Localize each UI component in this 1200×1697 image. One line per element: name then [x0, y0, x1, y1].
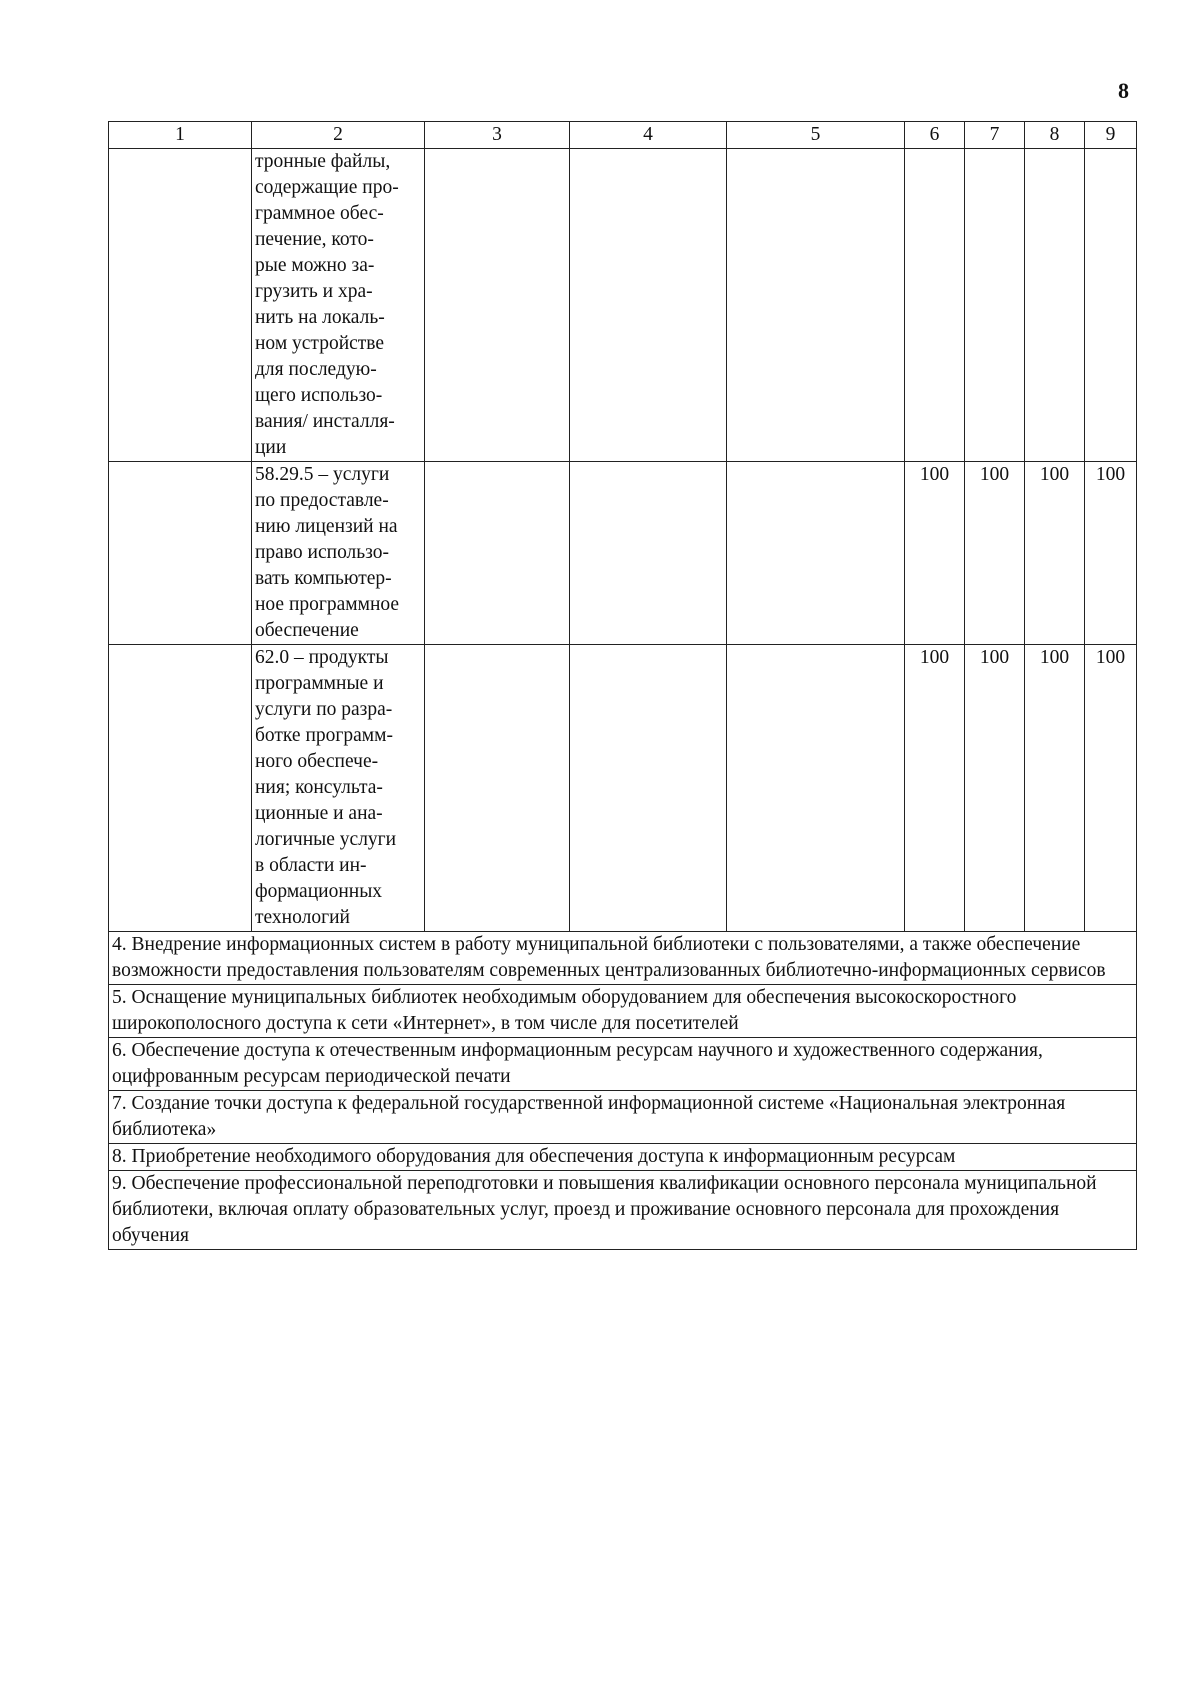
- table-cell: [425, 462, 570, 645]
- table-cell: [570, 462, 727, 645]
- table-cell: [727, 149, 905, 462]
- header-cell: 8: [1025, 122, 1085, 149]
- table-cell: [570, 645, 727, 932]
- page-number: 8: [1118, 78, 1129, 103]
- value-cell: 100: [1025, 462, 1085, 645]
- description-cell: 62.0 – продукты программные и услуги по разра- ботке программ- ного обеспече- ния; консульта- ционные и ана- логичные услуги в области ин- формационных технологий: [252, 645, 425, 932]
- header-cell: 2: [252, 122, 425, 149]
- table-cell: [727, 462, 905, 645]
- table-cell: [727, 645, 905, 932]
- section-row: [109, 1171, 1137, 1250]
- value-cell: 100: [965, 462, 1025, 645]
- table-cell: [425, 149, 570, 462]
- header-cell: 6: [905, 122, 965, 149]
- section-row: [109, 1091, 1137, 1144]
- value-cell: 100: [1025, 645, 1085, 932]
- header-cell: 1: [109, 122, 252, 149]
- section-row: [109, 932, 1137, 985]
- value-cell: 100: [965, 645, 1025, 932]
- table-row: [109, 462, 1137, 645]
- header-cell: 9: [1085, 122, 1137, 149]
- header-row: [109, 122, 1137, 149]
- value-cell: 100: [1085, 462, 1137, 645]
- table-row: [109, 645, 1137, 932]
- table-cell: [570, 149, 727, 462]
- program-table: [108, 121, 1137, 1250]
- section-text: 6. Обеспечение доступа к отечественным информационным ресурсам научного и художественного содержания, оцифрованным ресурсам периодической печати: [109, 1038, 1137, 1091]
- section-text: 7. Создание точки доступа к федеральной государственной информационной системе «Национальная электронная библиотека»: [109, 1091, 1137, 1144]
- section-text: 8. Приобретение необходимого оборудования для обеспечения доступа к информационным ресурсам: [109, 1144, 1137, 1171]
- header-cell: 5: [727, 122, 905, 149]
- header-cell: 4: [570, 122, 727, 149]
- section-row: [109, 1038, 1137, 1091]
- table-cell: [425, 645, 570, 932]
- value-cell: 100: [905, 462, 965, 645]
- header-cell: 3: [425, 122, 570, 149]
- table-cell: [109, 149, 252, 462]
- table-row: [109, 149, 1137, 462]
- value-cell: 100: [1085, 645, 1137, 932]
- value-cell: [905, 149, 965, 462]
- section-text: 5. Оснащение муниципальных библиотек необходимым оборудованием для обеспечения высокоскоростного широкополосного доступа к сети «Интернет», в том числе для посетителей: [109, 985, 1137, 1038]
- section-text: 4. Внедрение информационных систем в работу муниципальной библиотеки с пользователями, а также обеспечение возможности предоставления пользователям современных централизованных библиотечно-информационных сервисов: [109, 932, 1137, 985]
- value-cell: [1025, 149, 1085, 462]
- table-cell: [109, 645, 252, 932]
- section-row: [109, 985, 1137, 1038]
- description-cell: 58.29.5 – услуги по предоставле- нию лицензий на право использо- вать компьютер- ное программное обеспечение: [252, 462, 425, 645]
- section-text: 9. Обеспечение профессиональной переподготовки и повышения квалификации основного персонала муниципальной библиотеки, включая оплату образовательных услуг, проезд и проживание основного персонала для прохождения обучения: [109, 1171, 1137, 1250]
- table-cell: [109, 462, 252, 645]
- value-cell: [965, 149, 1025, 462]
- value-cell: 100: [905, 645, 965, 932]
- value-cell: [1085, 149, 1137, 462]
- header-cell: 7: [965, 122, 1025, 149]
- description-cell: тронные файлы, содержащие про- граммное обес- печение, кото- рые можно за- грузить и хра- нить на локаль- ном устройстве для последую- щего использо- вания/ инсталля- ции: [252, 149, 425, 462]
- section-row: [109, 1144, 1137, 1171]
